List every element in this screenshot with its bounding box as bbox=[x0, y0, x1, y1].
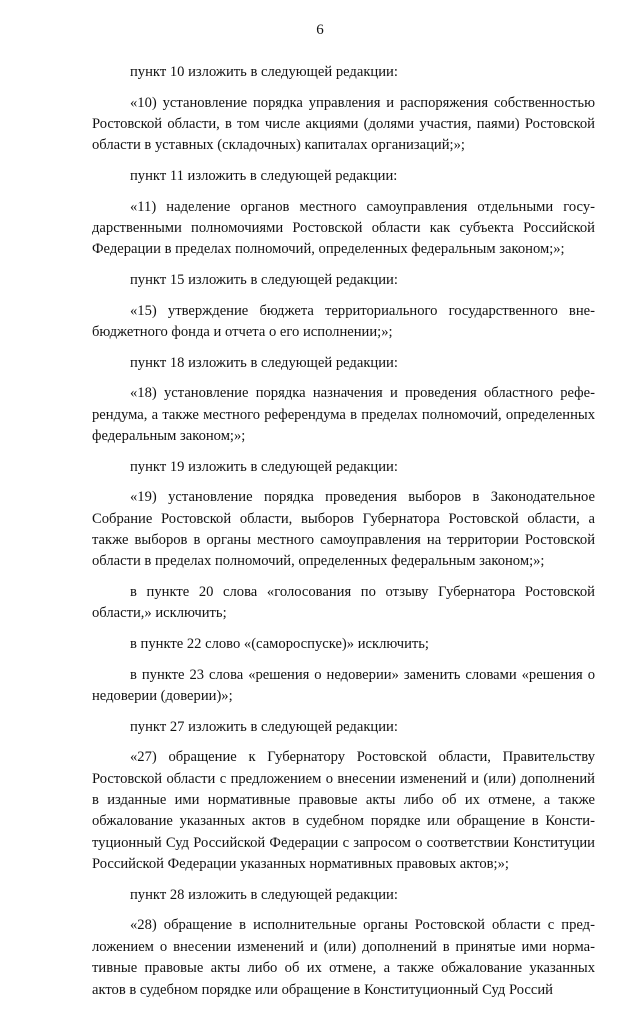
paragraph: пункт 18 изложить в следующей редакции: bbox=[130, 354, 398, 371]
document-body bbox=[92, 62, 595, 1010]
paragraph: «11) наделение органов местного самоуправления отдельными государственными полномочиями Ростовской области как субъекта Российской Федерации в пределах полномочий, определенных федеральным законом;»; bbox=[92, 198, 595, 258]
paragraph: пункт 11 изложить в следующей редакции: bbox=[130, 168, 398, 184]
paragraph: пункт 28 изложить в следующей редакции: bbox=[130, 886, 398, 903]
paragraph: в пункте 23 слова «решения о недоверии» заменить словами «решения о недоверии (доверии)»; bbox=[92, 666, 595, 704]
paragraph: пункт 15 изложить в следующей редакции: bbox=[130, 272, 398, 288]
page-number: 6 bbox=[316, 22, 324, 38]
paragraph: в пункте 22 слово «(самороспуске)» исключить; bbox=[130, 636, 429, 652]
paragraph: пункт 19 изложить в следующей редакции: bbox=[130, 458, 398, 475]
paragraph: «10) установление порядка управления и распоряжения собственностью Ростовской области, в том числе акциями (долями участия, паями) Ростовской области в уставных (складочных) капиталах организаций;»; bbox=[92, 94, 595, 154]
paragraph: в пункте 20 слова «голосования по отзыву Губернатора Ростовской области,» исключить; bbox=[92, 584, 595, 622]
paragraph: пункт 27 изложить в следующей редакции: bbox=[130, 718, 398, 735]
paragraph: «18) установление порядка назначения и проведения областного референдума, а также местного референдума в пределах полномочий, определенных федеральным законом;»; bbox=[92, 385, 595, 444]
paragraph: «27) обращение к Губернатору Ростовской области, Правительству Ростовской области с предложением о внесении изменений и (или) дополнений в изданные ими нормативные правовые акты либо об их отмене, а также обжалование указанных актов в судебном порядке или обращение в Конституционный Суд Российской Федерации с запросом о соответствии Конституции Российской Федерации указанных нормативных правовых актов;»; bbox=[92, 749, 595, 873]
paragraph: пункт 10 изложить в следующей редакции: bbox=[130, 64, 398, 80]
paragraph: «19) установление порядка проведения выборов в Законодательное Собрание Ростовской области, выборов Губернатора Ростовской области, а также выборов в органы местного самоуправления на территории Ростовской области в пределах полномочий, определенных федеральным законом;»; bbox=[92, 489, 595, 570]
paragraph: «28) обращение в исполнительные органы Ростовской области с предложением о внесении изменений и (или) дополнений в принятые ими нормативные правовые акты либо об их отмене, а также обжалование указанных актов в судебном порядке или обращение в Конституционный Суд Россий bbox=[92, 917, 595, 998]
paragraph: «15) утверждение бюджета территориального государственного внебюджетного фонда и отчета о его исполнении;»; bbox=[92, 302, 595, 340]
